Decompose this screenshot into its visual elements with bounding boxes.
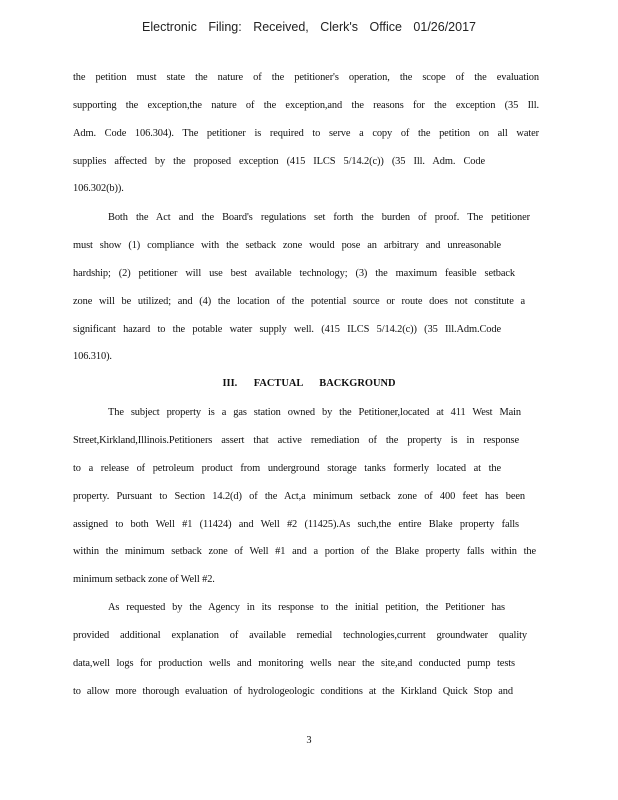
paragraph-line: minimum setback zone of Well #2. bbox=[73, 574, 215, 585]
paragraph-line: supporting the exception,the nature of the exception,and the reasons for the exception (35 Ill. bbox=[73, 100, 539, 111]
paragraph-line: As requested by the Agency in its response to the initial petition, the Petitioner has bbox=[108, 602, 505, 613]
paragraph-line: provided additional explanation of available remedial technologies,current groundwater quality bbox=[73, 630, 527, 641]
paragraph-line: 106.310). bbox=[73, 351, 112, 362]
paragraph-line: assigned to both Well #1 (11424) and Well #2 (11425).As such,the entire Blake property falls bbox=[73, 519, 519, 530]
paragraph-line: to allow more thorough evaluation of hydrologeologic conditions at the Kirkland Quick Stop and bbox=[73, 686, 513, 697]
section-heading: III. FACTUAL BACKGROUND bbox=[222, 378, 396, 389]
paragraph-line: must show (1) compliance with the setback zone would pose an arbitrary and unreasonable bbox=[73, 240, 501, 251]
paragraph-line: The subject property is a gas station owned by the Petitioner,located at 411 West Main bbox=[108, 407, 521, 418]
paragraph-line: to a release of petroleum product from underground storage tanks formerly located at the bbox=[73, 463, 501, 474]
paragraph-line: Both the Act and the Board's regulations set forth the burden of proof. The petitioner bbox=[108, 212, 530, 223]
paragraph-line: Street,Kirkland,Illinois.Petitioners assert that active remediation of the property is in response bbox=[73, 435, 519, 446]
paragraph-line: within the minimum setback zone of Well #1 and a portion of the Blake property falls within the bbox=[73, 546, 536, 557]
page-number: 3 bbox=[306, 735, 312, 746]
paragraph-line: zone will be utilized; and (4) the location of the potential source or route does not constitute a bbox=[73, 296, 525, 307]
paragraph-line: property. Pursuant to Section 14.2(d) of the Act,a minimum setback zone of 400 feet has been bbox=[73, 491, 525, 502]
paragraph-line: the petition must state the nature of the petitioner's operation, the scope of the evaluation bbox=[73, 72, 539, 83]
paragraph-line: data,well logs for production wells and monitoring wells near the site,and conducted pump tests bbox=[73, 658, 515, 669]
filing-header: Electronic Filing: Received, Clerk's Office 01/26/2017 bbox=[142, 20, 476, 34]
paragraph-line: hardship; (2) petitioner will use best available technology; (3) the maximum feasible setback bbox=[73, 268, 515, 279]
paragraph-line: supplies affected by the proposed exception (415 ILCS 5/14.2(c)) (35 Ill. Adm. Code bbox=[73, 156, 485, 167]
paragraph-line: Adm. Code 106.304). The petitioner is required to serve a copy of the petition on all water bbox=[73, 128, 539, 139]
paragraph-line: significant hazard to the potable water supply well. (415 ILCS 5/14.2(c)) (35 Ill.Adm.Code bbox=[73, 324, 501, 335]
paragraph-line: 106.302(b)). bbox=[73, 183, 124, 194]
